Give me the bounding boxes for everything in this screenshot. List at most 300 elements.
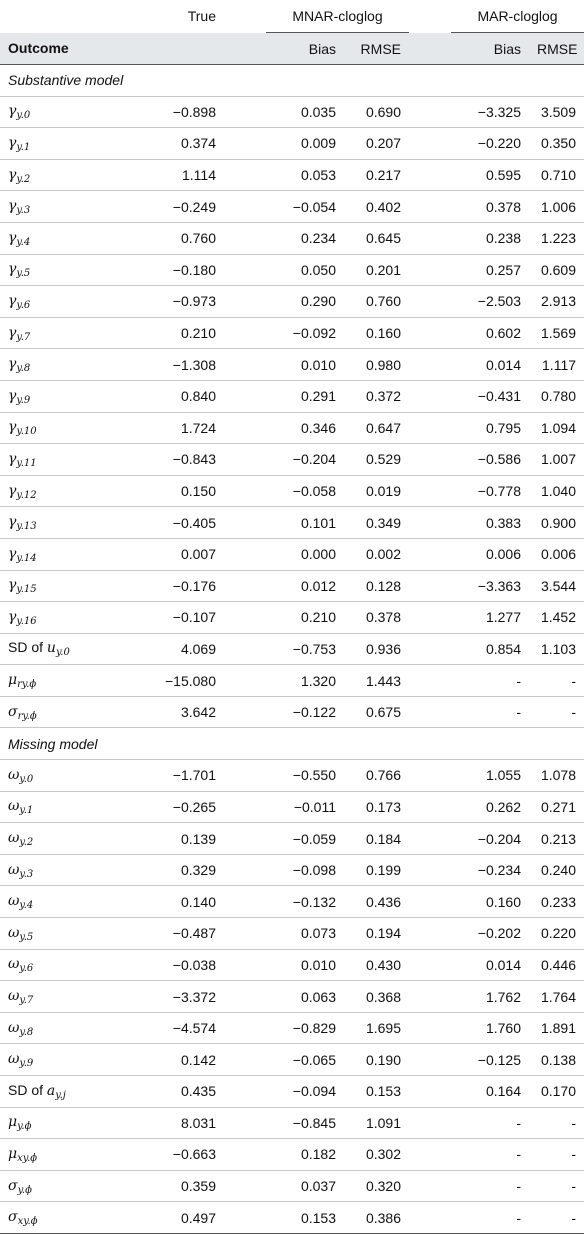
mar-bias-cell: 0.160 — [451, 886, 529, 918]
parameter-subscript: y.0 — [19, 773, 34, 785]
gap-cell — [409, 412, 451, 444]
parameter-cell — [0, 380, 124, 412]
mnar-rmse-cell: 0.153 — [344, 1076, 409, 1108]
parameter-cell — [0, 696, 124, 728]
header-bias-mar: Bias — [451, 33, 529, 65]
mnar-bias-cell: 1.320 — [266, 665, 344, 697]
mnar-bias-cell: 0.012 — [266, 570, 344, 602]
parameter-subscript: y.ϕ — [17, 1184, 32, 1196]
parameter-cell — [0, 349, 124, 381]
gap-cell — [409, 128, 451, 160]
gap-cell — [409, 570, 451, 602]
parameter-cell — [0, 665, 124, 697]
mnar-bias-cell: −0.054 — [266, 191, 344, 223]
parameter-cell — [0, 128, 124, 160]
true-value-cell: 1.724 — [124, 412, 224, 444]
header-gap — [224, 0, 266, 33]
table-row — [0, 222, 584, 254]
parameter-symbol: $\omega_{y.5}$ — [8, 924, 34, 943]
mar-rmse-cell: 0.240 — [529, 854, 584, 886]
mar-bias-cell: 0.595 — [451, 159, 529, 191]
gap-cell — [409, 633, 451, 665]
parameter-symbol: $\gamma_{y.2}$ — [8, 166, 31, 185]
mnar-rmse-cell: 0.436 — [344, 886, 409, 918]
mnar-bias-cell: 0.010 — [266, 949, 344, 981]
mnar-rmse-cell: 0.645 — [344, 222, 409, 254]
gap-cell — [224, 949, 266, 981]
parameter-symbol: $u_{y.0}$ — [46, 640, 70, 659]
gap-cell — [409, 1139, 451, 1171]
mar-bias-cell: 0.014 — [451, 349, 529, 381]
mnar-rmse-cell: 0.647 — [344, 412, 409, 444]
gap-cell — [224, 918, 266, 950]
gap-cell — [224, 760, 266, 792]
mar-rmse-cell: - — [529, 1202, 584, 1234]
mnar-rmse-cell: 0.760 — [344, 286, 409, 318]
mnar-bias-cell: 0.053 — [266, 159, 344, 191]
gap-cell — [409, 981, 451, 1013]
parameter-symbol: $\gamma_{y.1}$ — [8, 134, 31, 153]
parameter-symbol: $\omega_{y.4}$ — [8, 893, 34, 912]
gap-cell — [409, 1170, 451, 1202]
parameter-cell — [0, 1076, 124, 1108]
gap-cell — [409, 96, 451, 128]
table-row — [0, 918, 584, 950]
true-value-cell: 0.139 — [124, 823, 224, 855]
parameter-subscript: y.11 — [16, 457, 37, 469]
mar-rmse-cell: 0.213 — [529, 823, 584, 855]
mnar-bias-cell: −0.092 — [266, 317, 344, 349]
gap-cell — [409, 444, 451, 476]
mnar-rmse-cell: 0.368 — [344, 981, 409, 1013]
parameter-cell — [0, 412, 124, 444]
parameter-subscript: y.13 — [16, 521, 37, 533]
mar-rmse-cell: 3.509 — [529, 96, 584, 128]
mar-bias-cell: −3.363 — [451, 570, 529, 602]
header-row-groups — [0, 0, 584, 33]
parameter-subscript: ry.ϕ — [17, 679, 37, 691]
mar-bias-cell: 0.854 — [451, 633, 529, 665]
mnar-rmse-cell: 0.320 — [344, 1170, 409, 1202]
true-value-cell: 0.840 — [124, 380, 224, 412]
parameter-cell — [0, 602, 124, 634]
parameter-cell — [0, 286, 124, 318]
mnar-rmse-cell: 0.378 — [344, 602, 409, 634]
mnar-rmse-cell: 0.675 — [344, 696, 409, 728]
gap-cell — [224, 1044, 266, 1076]
mnar-bias-cell: 0.210 — [266, 602, 344, 634]
mar-rmse-cell: - — [529, 665, 584, 697]
mar-rmse-cell: 2.913 — [529, 286, 584, 318]
mnar-rmse-cell: 0.128 — [344, 570, 409, 602]
mnar-bias-cell: 0.010 — [266, 349, 344, 381]
mar-rmse-cell: - — [529, 1139, 584, 1171]
parameter-subscript: y.5 — [19, 931, 34, 943]
true-value-cell: 4.069 — [124, 633, 224, 665]
mnar-rmse-cell: 1.695 — [344, 1012, 409, 1044]
header-bias-mnar: Bias — [266, 33, 344, 65]
parameter-symbol: $\gamma_{y.11}$ — [8, 450, 37, 469]
mar-rmse-cell: 0.220 — [529, 918, 584, 950]
parameter-subscript: y.9 — [19, 1058, 34, 1070]
mnar-bias-cell: 0.346 — [266, 412, 344, 444]
mar-rmse-cell: - — [529, 1170, 584, 1202]
mar-bias-cell: −0.586 — [451, 444, 529, 476]
true-value-cell: 0.007 — [124, 538, 224, 570]
parameter-symbol: $\gamma_{y.4}$ — [8, 229, 31, 248]
mar-bias-cell: 1.762 — [451, 981, 529, 1013]
parameter-cell — [0, 444, 124, 476]
mnar-bias-cell: 0.291 — [266, 380, 344, 412]
parameter-cell — [0, 317, 124, 349]
header-rmse-mar: RMSE — [529, 33, 584, 65]
mnar-bias-cell: −0.098 — [266, 854, 344, 886]
gap-cell — [224, 1170, 266, 1202]
parameter-subscript: y.12 — [16, 489, 37, 501]
table-row — [0, 854, 584, 886]
mar-rmse-cell: 1.103 — [529, 633, 584, 665]
parameter-subscript: y.5 — [16, 268, 31, 280]
mar-bias-cell: −0.202 — [451, 918, 529, 950]
true-value-cell: 0.497 — [124, 1202, 224, 1234]
gap-cell — [224, 317, 266, 349]
gap-cell — [224, 538, 266, 570]
parameter-symbol: $\omega_{y.8}$ — [8, 1019, 34, 1038]
mar-bias-cell: 0.378 — [451, 191, 529, 223]
true-value-cell: −0.038 — [124, 949, 224, 981]
mnar-rmse-cell: 0.190 — [344, 1044, 409, 1076]
mnar-rmse-cell: 0.002 — [344, 538, 409, 570]
gap-cell — [409, 475, 451, 507]
gap-cell — [409, 159, 451, 191]
mnar-rmse-cell: 0.194 — [344, 918, 409, 950]
mnar-rmse-cell: 1.091 — [344, 1107, 409, 1139]
gap-cell — [224, 1139, 266, 1171]
mnar-bias-cell: 0.153 — [266, 1202, 344, 1234]
true-value-cell: −0.973 — [124, 286, 224, 318]
mar-rmse-cell: 0.780 — [529, 380, 584, 412]
parameter-subscript: y.8 — [16, 363, 31, 375]
mar-bias-cell: 0.602 — [451, 317, 529, 349]
true-value-cell: 0.142 — [124, 1044, 224, 1076]
mnar-rmse-cell: 0.302 — [344, 1139, 409, 1171]
parameter-symbol: $\omega_{y.7}$ — [8, 988, 34, 1007]
mnar-bias-cell: −0.829 — [266, 1012, 344, 1044]
mar-bias-cell: - — [451, 696, 529, 728]
mar-bias-cell: 1.277 — [451, 602, 529, 634]
mnar-rmse-cell: 0.430 — [344, 949, 409, 981]
table-row — [0, 412, 584, 444]
mar-rmse-cell: 0.900 — [529, 507, 584, 539]
mar-rmse-cell: 0.233 — [529, 886, 584, 918]
table-row — [0, 823, 584, 855]
mnar-bias-cell: 0.000 — [266, 538, 344, 570]
true-value-cell: 3.642 — [124, 696, 224, 728]
gap-cell — [409, 854, 451, 886]
table-row — [0, 1107, 584, 1139]
mnar-rmse-cell: 0.199 — [344, 854, 409, 886]
mar-rmse-cell: 0.271 — [529, 791, 584, 823]
true-value-cell: 0.140 — [124, 886, 224, 918]
header-row-columns — [0, 33, 584, 65]
mnar-rmse-cell: 0.173 — [344, 791, 409, 823]
parameter-subscript: y.9 — [16, 394, 31, 406]
parameter-cell — [0, 254, 124, 286]
gap-cell — [224, 286, 266, 318]
parameter-cell — [0, 854, 124, 886]
gap-cell — [224, 696, 266, 728]
mnar-rmse-cell: 0.529 — [344, 444, 409, 476]
table-row — [0, 96, 584, 128]
mar-rmse-cell: 0.170 — [529, 1076, 584, 1108]
parameter-symbol: $\gamma_{y.0}$ — [8, 103, 31, 122]
parameter-subscript: y.ϕ — [17, 1121, 32, 1133]
mar-rmse-cell: 1.891 — [529, 1012, 584, 1044]
true-value-cell: 8.031 — [124, 1107, 224, 1139]
parameter-subscript: xy.ϕ — [17, 1152, 38, 1164]
table-row — [0, 633, 584, 665]
parameter-subscript: y.4 — [19, 900, 34, 912]
gap-cell — [409, 918, 451, 950]
true-value-cell: −0.663 — [124, 1139, 224, 1171]
mar-rmse-cell: 1.223 — [529, 222, 584, 254]
mar-bias-cell: - — [451, 665, 529, 697]
true-value-cell: −0.843 — [124, 444, 224, 476]
mar-bias-cell: - — [451, 1202, 529, 1234]
parameter-symbol: $\gamma_{y.15}$ — [8, 577, 37, 596]
header-mar-cloglog: MAR-cloglog — [451, 0, 584, 33]
mnar-bias-cell: −0.845 — [266, 1107, 344, 1139]
gap-cell — [224, 444, 266, 476]
parameter-subscript: y.1 — [19, 805, 34, 817]
mar-rmse-cell: 0.609 — [529, 254, 584, 286]
gap-cell — [224, 981, 266, 1013]
parameter-symbol: $\gamma_{y.6}$ — [8, 292, 31, 311]
mnar-rmse-cell: 0.160 — [344, 317, 409, 349]
table-row — [0, 886, 584, 918]
mar-rmse-cell: 0.006 — [529, 538, 584, 570]
table-row — [0, 981, 584, 1013]
parameter-symbol: $\gamma_{y.10}$ — [8, 419, 37, 438]
section-label: Substantive model — [0, 65, 584, 97]
section-label: Missing model — [0, 728, 584, 760]
parameter-subscript: y.6 — [19, 963, 34, 975]
parameter-cell — [0, 823, 124, 855]
gap-cell — [409, 349, 451, 381]
parameter-symbol: $\omega_{y.3}$ — [8, 861, 34, 880]
gap-cell — [224, 254, 266, 286]
parameter-subscript: y.2 — [16, 173, 31, 185]
true-value-cell: −4.574 — [124, 1012, 224, 1044]
gap-cell — [224, 570, 266, 602]
table-row — [0, 286, 584, 318]
gap-cell — [224, 1107, 266, 1139]
parameter-symbol: $\gamma_{y.13}$ — [8, 514, 37, 533]
mnar-bias-cell: 0.009 — [266, 128, 344, 160]
mar-rmse-cell: 1.764 — [529, 981, 584, 1013]
gap-cell — [409, 1202, 451, 1234]
mnar-rmse-cell: 0.019 — [344, 475, 409, 507]
parameter-cell — [0, 1044, 124, 1076]
mnar-rmse-cell: 0.402 — [344, 191, 409, 223]
header-true: True — [187, 8, 216, 25]
header-blank — [0, 0, 124, 33]
mar-bias-cell: 0.006 — [451, 538, 529, 570]
mnar-bias-cell: 0.290 — [266, 286, 344, 318]
parameter-subscript: y.16 — [16, 615, 37, 627]
table-row — [0, 380, 584, 412]
mnar-rmse-cell: 0.207 — [344, 128, 409, 160]
table-row — [0, 696, 584, 728]
parameter-cell — [0, 507, 124, 539]
gap-cell — [224, 791, 266, 823]
table-row — [0, 1012, 584, 1044]
mnar-bias-cell: −0.550 — [266, 760, 344, 792]
mnar-rmse-cell: 0.980 — [344, 349, 409, 381]
parameter-symbol: $a_{y.j}$ — [46, 1082, 66, 1101]
parameter-symbol: $\mu_{y.\phi}$ — [8, 1114, 32, 1133]
mnar-rmse-cell: 1.443 — [344, 665, 409, 697]
mnar-rmse-cell: 0.386 — [344, 1202, 409, 1234]
header-rmse-mnar: RMSE — [344, 33, 409, 65]
mar-rmse-cell: 0.138 — [529, 1044, 584, 1076]
gap-cell — [409, 949, 451, 981]
parameter-symbol: $\sigma_{ry.\phi}$ — [8, 703, 37, 722]
mnar-bias-cell: 0.234 — [266, 222, 344, 254]
parameter-subscript: y.j — [55, 1089, 66, 1101]
true-value-cell: 0.760 — [124, 222, 224, 254]
parameter-subscript: y.3 — [19, 868, 34, 880]
mnar-rmse-cell: 0.217 — [344, 159, 409, 191]
parameter-symbol: $\gamma_{y.14}$ — [8, 545, 37, 564]
mar-rmse-cell: 1.078 — [529, 760, 584, 792]
parameter-symbol: $\mu_{ry.\phi}$ — [8, 672, 37, 691]
parameter-cell — [0, 981, 124, 1013]
header-mnar-cloglog: MNAR-cloglog — [266, 0, 409, 33]
mar-bias-cell: −0.204 — [451, 823, 529, 855]
parameter-symbol: $\omega_{y.1}$ — [8, 798, 34, 817]
mnar-bias-cell: −0.204 — [266, 444, 344, 476]
mnar-bias-cell: 0.063 — [266, 981, 344, 1013]
gap-cell — [409, 665, 451, 697]
parameter-subscript: y.0 — [55, 647, 70, 659]
mnar-bias-cell: 0.037 — [266, 1170, 344, 1202]
gap-cell — [409, 760, 451, 792]
parameter-subscript: y.1 — [16, 141, 31, 153]
gap-cell — [409, 791, 451, 823]
mar-rmse-cell: - — [529, 696, 584, 728]
mnar-bias-cell: −0.753 — [266, 633, 344, 665]
mnar-bias-cell: −0.122 — [266, 696, 344, 728]
true-value-cell: −0.249 — [124, 191, 224, 223]
true-value-cell: 0.374 — [124, 128, 224, 160]
true-value-cell: −0.487 — [124, 918, 224, 950]
gap-cell — [409, 696, 451, 728]
gap-cell — [224, 1012, 266, 1044]
mar-bias-cell: 1.760 — [451, 1012, 529, 1044]
mnar-rmse-cell: 0.184 — [344, 823, 409, 855]
gap-cell — [409, 1076, 451, 1108]
gap-cell — [224, 507, 266, 539]
table-row — [0, 475, 584, 507]
table-row — [0, 191, 584, 223]
gap-cell — [409, 1044, 451, 1076]
table-row — [0, 349, 584, 381]
mar-bias-cell: −2.503 — [451, 286, 529, 318]
table-row — [0, 1170, 584, 1202]
parameter-cell — [0, 1139, 124, 1171]
gap-cell — [409, 1012, 451, 1044]
parameter-cell — [0, 475, 124, 507]
mar-rmse-cell: 1.117 — [529, 349, 584, 381]
parameter-symbol: $\sigma_{xy.\phi}$ — [8, 1209, 38, 1228]
table-row — [0, 602, 584, 634]
parameter-cell — [0, 1012, 124, 1044]
parameter-symbol: $\mu_{xy.\phi}$ — [8, 1145, 38, 1164]
parameter-subscript: y.0 — [16, 110, 31, 122]
mnar-rmse-cell: 0.766 — [344, 760, 409, 792]
mar-rmse-cell: 1.006 — [529, 191, 584, 223]
true-value-cell: −0.107 — [124, 602, 224, 634]
gap-cell — [224, 823, 266, 855]
parameter-cell — [0, 633, 124, 665]
table-row — [0, 791, 584, 823]
true-value-cell: −0.898 — [124, 96, 224, 128]
parameter-symbol: $\omega_{y.9}$ — [8, 1051, 34, 1070]
gap-cell — [409, 507, 451, 539]
true-value-cell: 0.150 — [124, 475, 224, 507]
table-row — [0, 665, 584, 697]
mnar-bias-cell: 0.050 — [266, 254, 344, 286]
table-row — [0, 538, 584, 570]
parameter-subscript: y.2 — [19, 837, 34, 849]
gap-cell — [409, 191, 451, 223]
mar-rmse-cell: 1.007 — [529, 444, 584, 476]
gap-cell — [224, 1076, 266, 1108]
parameter-symbol: $\omega_{y.6}$ — [8, 956, 34, 975]
mar-rmse-cell: - — [529, 1107, 584, 1139]
gap-cell — [224, 349, 266, 381]
parameter-cell — [0, 570, 124, 602]
true-value-cell: 0.329 — [124, 854, 224, 886]
gap-cell — [224, 412, 266, 444]
parameter-cell — [0, 96, 124, 128]
gap-cell — [224, 1202, 266, 1234]
mnar-bias-cell: −0.059 — [266, 823, 344, 855]
mar-bias-cell: 0.795 — [451, 412, 529, 444]
parameter-symbol: $\omega_{y.2}$ — [8, 830, 34, 849]
table-row — [0, 507, 584, 539]
mar-bias-cell: 0.257 — [451, 254, 529, 286]
parameter-subscript: y.7 — [16, 331, 31, 343]
table-row — [0, 317, 584, 349]
parameter-subscript: ry.ϕ — [17, 710, 37, 722]
gap-cell — [224, 159, 266, 191]
true-value-cell: −3.372 — [124, 981, 224, 1013]
mnar-rmse-cell: 0.201 — [344, 254, 409, 286]
gap-cell — [409, 602, 451, 634]
parameter-cell — [0, 760, 124, 792]
mar-rmse-cell: 1.452 — [529, 602, 584, 634]
parameter-symbol: $\gamma_{y.12}$ — [8, 482, 37, 501]
gap-cell — [409, 286, 451, 318]
mar-rmse-cell: 3.544 — [529, 570, 584, 602]
parameter-prefix: SD of — [8, 1081, 47, 1098]
parameter-cell — [0, 1170, 124, 1202]
mnar-rmse-cell: 0.936 — [344, 633, 409, 665]
table-row — [0, 1202, 584, 1234]
section-row — [0, 65, 584, 97]
